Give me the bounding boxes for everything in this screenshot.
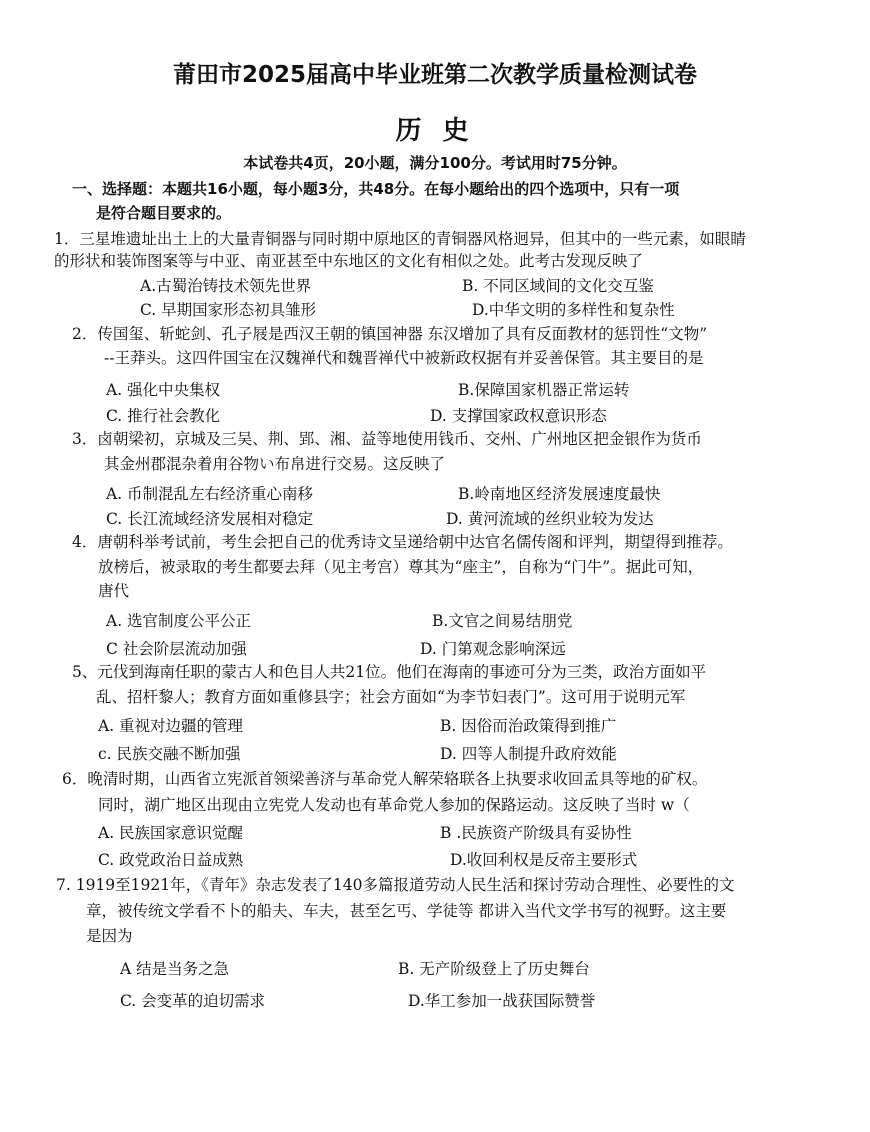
question-7-option-d: D.华工参加一战获国际赞誉: [408, 992, 596, 1010]
question-6-option-c: C. 政党政治日益成熟: [98, 851, 244, 869]
question-3-line-1: 3．卤朝梁初，京城及三吴、荆、郢、湘、益等地使用钱币、交州、广州地区把金银作为货币: [72, 430, 702, 448]
subject-title: 历 史: [395, 116, 475, 146]
exam-title: 莆田市2025届高中毕业班第二次教学质量检测试卷: [172, 62, 697, 88]
question-5-option-b: B. 因俗而治政策得到推广: [440, 717, 617, 735]
question-1-option-a: A.古蜀治铸技术领先世界: [140, 277, 312, 295]
question-4-line-2: 放榜后，被录取的考生都要去拜（见主考宫）尊其为“座主”，自称为“门牛”。据此可知，: [98, 558, 704, 576]
question-5-line-1: 5、元伐到海南任职的蒙古人和色目人共21位。他们在海南的事迹可分为三类，政治方面如平: [72, 663, 707, 681]
section-heading-cont: 是符合题目要求的。: [96, 204, 232, 222]
question-5-option-a: A. 重视对边疆的管理: [98, 717, 244, 735]
question-5-option-c: c. 民族交融不断加强: [98, 745, 241, 763]
question-7-line-1: 7. 1919至1921年，《青年》杂志发表了140多篇报道劳动人民生活和探讨劳动合理性、必要性的文: [56, 876, 735, 894]
question-7-option-a: A 结是当务之急: [120, 960, 230, 978]
question-1-option-c: C. 早期国家形态初具雏形: [140, 301, 317, 319]
question-4-option-c: C 社会阶层流动加强: [106, 640, 247, 658]
section-heading: 一、选择题：本题共16小题，每小题3分，共48分。在每小题给出的四个选项中，只有一项: [72, 180, 680, 198]
question-2-option-a: A. 强化中央集权: [106, 381, 221, 399]
question-2-option-c: C. 推行社会教化: [106, 407, 221, 425]
question-1-line-2: 的形状和装饰图案等与中亚、南亚甚至中东地区的文化有相似之处。此考古发现反映了: [54, 252, 644, 270]
question-6-line-1: 6．晚清时期，山西省立宪派首领梁善济与革命党人解荣辂联各上执要求收回孟具等地的矿权。: [62, 770, 708, 788]
question-3-option-b: B.岭南地区经济发展速度最快: [458, 485, 661, 503]
question-3-line-2: 其金州郡混杂着甪谷物い布帛进行交易。这反映了: [104, 455, 446, 473]
question-3-option-c: C. 长江流域经济发展相对稳定: [106, 510, 314, 528]
question-3-option-a: A. 币制混乱左右经济重心南移: [106, 485, 314, 503]
question-3-option-d: D. 黄河流域的丝织业较为发达: [446, 510, 654, 528]
question-2-line-2: --王莽头。这四件国宝在汉魏禅代和魏晋禅代中被新政权据有并妥善保管。其主要目的是: [104, 349, 704, 367]
question-6-option-d: D.收回利权是反帝主要形式: [450, 851, 638, 869]
question-4-option-b: B.文官之间易结朋党: [432, 612, 573, 630]
question-4-line-1: 4．唐朝科举考试前，考生会把自己的优秀诗文呈递给朝中达官名儒传阁和评判，期望得到推荐。: [72, 533, 733, 551]
question-6-option-b: B .民族资产阶级具有妥协性: [440, 824, 632, 842]
question-5-option-d: D. 四等人制提升政府效能: [440, 745, 617, 763]
question-4-option-d: D. 门第观念影响深远: [420, 640, 566, 658]
question-4-option-a: A. 选官制度公平公正: [106, 612, 252, 630]
question-7-option-c: C. 会变革的迫切需求: [120, 992, 266, 1010]
question-5-line-2: 乱、招杆黎人；教育方面如重修县字；社会方面如“为李节妇表门”。这可用于说明元军: [96, 688, 686, 706]
question-2-option-b: B.保障国家机器正常运转: [458, 381, 630, 399]
exam-info: 本试卷共4页，20小题，满分100分。考试用时75分钟。: [243, 154, 627, 172]
question-2-line-1: 2．传国玺、斩蛇剑、孔子屐是西汉王朝的镇国神器 东汉增加了具有反面教材的惩罚性“文物”: [72, 325, 708, 343]
question-4-line-3: 唐代: [98, 582, 130, 600]
question-7-option-b: B. 无产阶级登上了历史舞台: [398, 960, 590, 978]
question-7-line-3: 是因为: [86, 927, 133, 945]
question-6-option-a: A. 民族国家意识觉醒: [98, 824, 244, 842]
question-1-line-1: 1．三星堆遗址出土上的大量青铜器与同时期中原地区的青铜器风格迥异，但其中的一些元素，如眼睛: [54, 230, 746, 248]
question-1-option-d: D.中华文明的多样性和复杂性: [472, 301, 675, 319]
question-7-line-2: 章，被传统文学看不卜的船夫、车夫，甚至乞丐、学徒等 都讲入当代文学书写的视野。这主要: [86, 902, 727, 920]
question-6-line-2: 同时，湖广地区出现由立宪党人发动也有革命党人参加的保路运动。这反映了当时 w（: [98, 796, 690, 814]
question-2-option-d: D. 支撑国家政权意识形态: [430, 407, 607, 425]
question-1-option-b: B. 不同区域间的文化交互鉴: [462, 277, 654, 295]
